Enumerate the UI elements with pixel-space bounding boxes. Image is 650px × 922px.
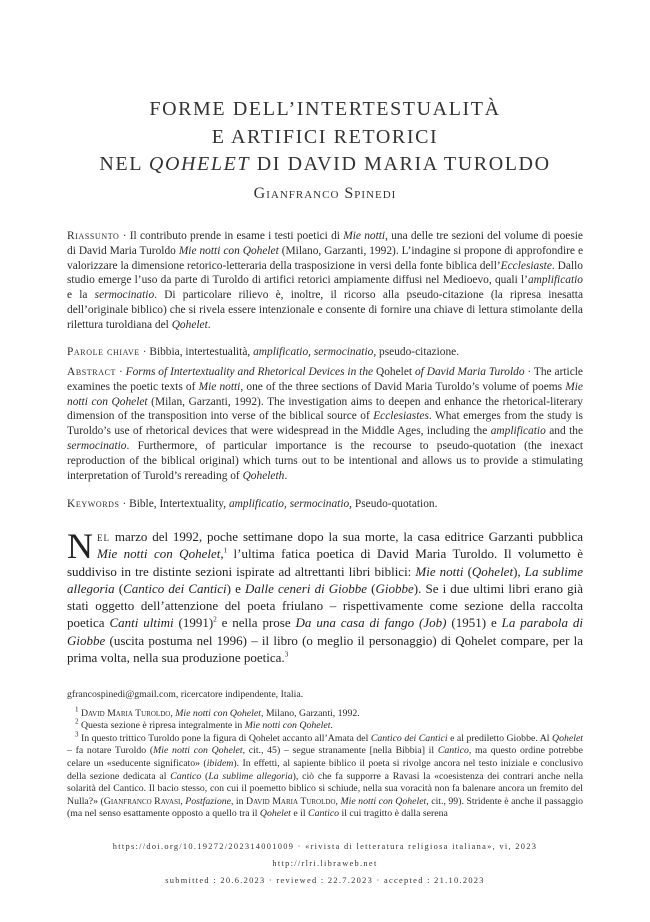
footnote-ref[interactable]: 3 (284, 650, 289, 659)
author-email[interactable]: gfrancospinedi@gmail.com, ricercatore indipendente, Italia. (67, 689, 304, 700)
parole-chiave-line: Parole chiave · Bibbia, intertestualità, amplificatio, sermocinatio, pseudo-citazione. (67, 346, 460, 358)
drop-cap: N (67, 526, 93, 566)
footer-website[interactable]: http://rlri.libraweb.net (272, 859, 378, 868)
footnote-1: $^1$ David Maria Turoldo, Mie notti con Qohelet, Milano, Garzanti, 1992. (75, 705, 360, 719)
body-paragraph: Nel marzo del 1992, poche settimane dopo la sua morte, la casa editrice Garzanti pubblica Mie notti con Qohelet,$^1$ l’ultima fatica poetica di David Maria Turoldo. Il volumetto è suddiviso in tre distinte sezioni ispirate ad altrettanti libri biblici: Mie notti (Qohelet), La sublime allegoria (Cantico dei Cantici) e Dalle ceneri di Giobbe (Giobbe). Se i due ultimi libri erano già stati oggetto dell’attenzione del poeta friulano – rispettivamente come sezione della raccolta poetica Canti ultimi $(1991)^2$ e nella prose Da una casa di fango (Job) (1951) e La parabola di Giobbe (uscita postuma nel 1996) – il libro (o meglio il personaggio) di Qohelet compare, per la prima volta, nella sua produzione poetica.$^3$ (67, 526, 583, 666)
page (67, 0, 583, 922)
riassunto-paragraph: Riassunto · Il contributo prende in esame i testi poetici di Mie notti, una delle tre sezioni del volume di poesie di David Maria Turoldo Mie notti con Qohelet (Milano, Garzanti, 1992). L’indagine si propone di approfondire e valorizzare la dimensione retorico-letteraria della trasposizione in versi della fonte biblica dell’Ecclesiaste. Dallo studio emerge l’uso da parte di Turoldo di artifici retorici ampiamente diffusi nel Medioevo, quali l’amplificatio e la sermocinatio. Di particolare rilievo è, inoltre, il ricorso alla pseudo-citazione (la ripresa inesatta dell’originale biblico) che si rivela essere intenzionale e consente di fornire una chiave di lettura stimolante della rilettura turoldiana del Qohelet. (67, 230, 583, 331)
author-name: Gianfranco Spinedi (253, 185, 397, 202)
keywords-line: Keywords · Bible, Intertextuality, amplificatio, sermocinatio, Pseudo-quotation. (67, 498, 438, 510)
abstract-label: Abstract (67, 366, 117, 378)
footnote-2: $^2$ Questa sezione è ripresa integralmente in Mie notti con Qohelet. (75, 717, 333, 732)
keywords-label: Keywords (67, 498, 120, 510)
article-title-line-3: NEL QOHELET DI DAVID MARIA TUROLDO (99, 153, 551, 175)
abstract-paragraph: Abstract · Forms of Intertextuality and Rhetorical Devices in the Qohelet of David Maria Turoldo · The article examines the poetic texts of Mie notti, one of the three sections of David Maria Turoldo’s volume of poems Mie notti con Qohelet (Milan, Garzanti, 1992). The investigation aims to deepen and enhance the rhetorical-literary dimension of the transposition into verse of the biblical source of Ecclesiastes. What emerges from the study is Turoldo’s use of rhetorical devices that were widespread in the Middle Ages, including the amplificatio and the sermocinatio. Furthermore, of particular importance is the recourse to pseudo-quotation (the inexact reproduction of the biblical original) which turns out to be intentional and allows us to provide a stimulating interpretation of Turold’s rereading of Qoheleth. (67, 366, 584, 482)
footer-dates: submitted : 20.6.2023 · reviewed : 22.7.2023 · accepted : 21.10.2023 (165, 876, 485, 885)
footnote-3: $^3$ In questo trittico Turoldo pone la figura di Qohelet accanto all’Amata del Cantico dei Cantici e al prediletto Giobbe. Al Qohelet – fa notare Turoldo (Mie notti con Qohelet, cit., 45) – segue stranamente [nella Bibbia] il Cantico, ma questo ordine potrebbe celare un «seducente significato» (ibidem). In effetti, al sapiente biblico il poeta si rivolge ancora nel testo iniziale e conclusivo della sezione dedicata al Cantico (La sublime allegoria), ciò che fa supporre a Ravasi la «coesistenza dei contrari anche nella solarità del Cantico. Il bacio stesso, con cui il poemetto biblico si schiude, nella sua voracità non fa balenare ancora un fremito del Nulla?» (Gianfranco Ravasi, Postfazione, in David Maria Turoldo, Mie notti con Qohelet, cit., 99). Stridente è anche il passaggio (ma nel senso esattamente opposto a quello tra il Qohelet e il Cantico il cui tragitto è dalla serena (67, 730, 584, 820)
riassunto-label: Riassunto (67, 230, 120, 242)
footnote-ref[interactable]: 2 (213, 616, 217, 625)
footnotes (67, 689, 583, 821)
footer-doi-journal[interactable]: https://doi.org/10.19272/202314001009 · «rivista di letteratura religiosa italiana», vi, 2023 (112, 842, 538, 851)
parole-chiave-label: Parole chiave (67, 346, 140, 358)
article-title-line-1: FORME DELL’INTERTESTUALITÀ (149, 98, 501, 120)
article-title-line-2: E ARTIFICI RETORICI (211, 126, 439, 148)
footnote-ref[interactable]: 1 (223, 546, 228, 555)
